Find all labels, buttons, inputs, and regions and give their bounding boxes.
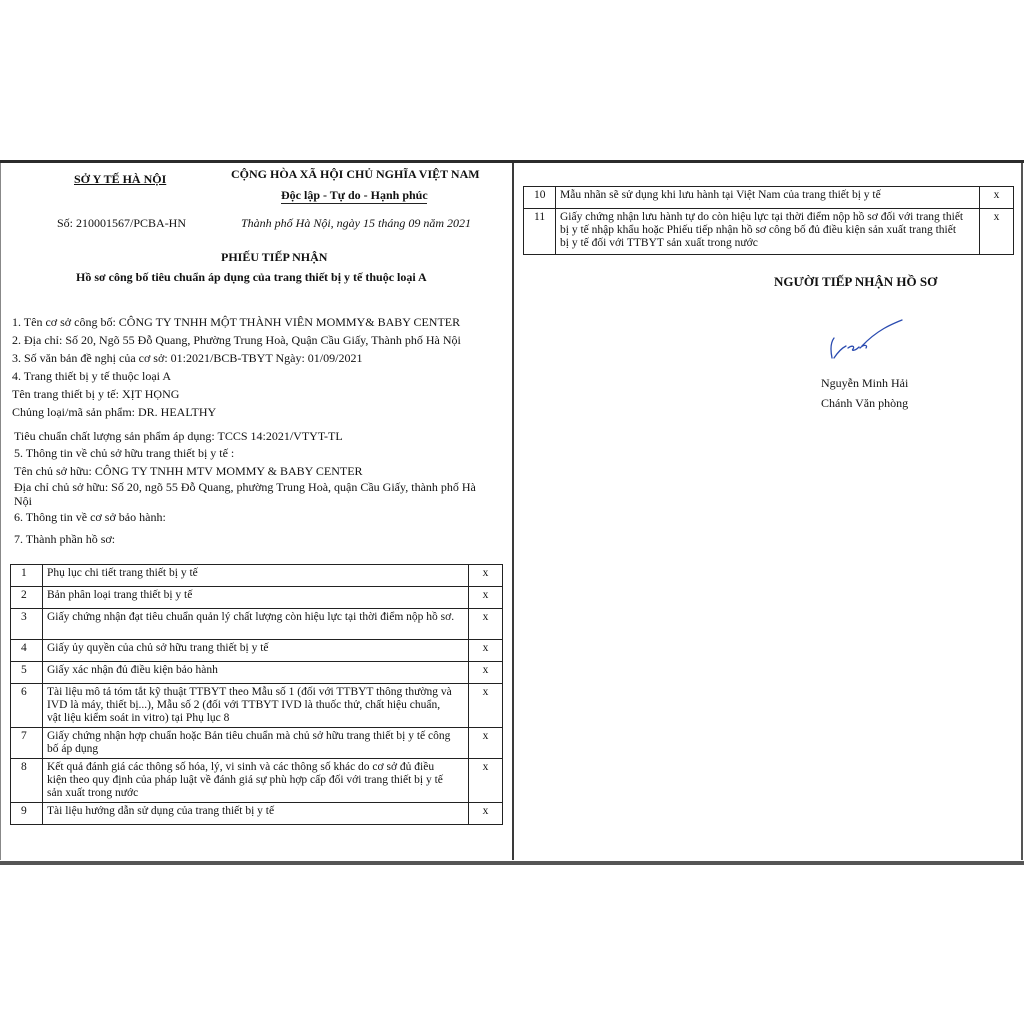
table-row [11, 587, 503, 609]
row-description-line: Tài liệu mô tả tóm tắt kỹ thuật TTBYT theo Mẫu số 1 (đối với TTBYT thông thường và [47, 686, 452, 698]
row-number: 11 [524, 209, 556, 255]
info-line-2: 2. Địa chỉ: Số 20, Ngõ 55 Đỗ Quang, Phường Trung Hoà, Quận Cầu Giấy, Thành phố Hà Nội [12, 333, 461, 347]
table-row [11, 609, 503, 640]
row-description [43, 609, 469, 640]
row-number: 9 [11, 803, 43, 825]
row-number: 6 [11, 684, 43, 728]
receiver-heading: NGƯỜI TIẾP NHẬN HỒ SƠ [774, 274, 938, 289]
owner-name: Tên chủ sở hữu: CÔNG TY TNHH MTV MOMMY & BABY CENTER [14, 464, 363, 478]
motto: Độc lập - Tự do - Hạnh phúc [281, 188, 428, 202]
row-description-line: bố áp dụng [47, 743, 99, 755]
row-description [556, 187, 980, 209]
table-row [11, 684, 503, 728]
row-number: 8 [11, 759, 43, 803]
row-check-mark: x [469, 728, 503, 759]
row-description [556, 209, 980, 255]
applied-standard: Tiêu chuẩn chất lượng sản phẩm áp dụng: TCCS 14:2021/VTYT-TL [14, 429, 343, 443]
row-number: 1 [11, 565, 43, 587]
row-description-line: bị y tế đối với TTBYT sản xuất trong nước [560, 237, 758, 249]
documents-table-left [10, 564, 503, 825]
row-description-line: sản xuất trong nước [47, 787, 139, 799]
row-description-line: Giấy chứng nhận đạt tiêu chuẩn quản lý chất lượng còn hiệu lực tại thời điểm nộp hồ sơ. [47, 611, 455, 623]
page-subtitle: Hồ sơ công bố tiêu chuẩn áp dụng của trang thiết bị y tế thuộc loại A [76, 270, 427, 284]
owner-address-cont: Nội [14, 494, 32, 508]
table-row [11, 662, 503, 684]
info-line-4: 4. Trang thiết bị y tế thuộc loại A [12, 369, 171, 383]
document-number: Số: 210001567/PCBA-HN [57, 216, 187, 230]
row-description-line: Phụ lục chi tiết trang thiết bị y tế [47, 567, 198, 579]
row-check-mark: x [469, 565, 503, 587]
row-check-mark: x [469, 587, 503, 609]
info-line-6: 6. Thông tin về cơ sở bảo hành: [14, 510, 166, 524]
documents-table-right [523, 186, 1014, 255]
row-description-line: Tài liệu hướng dẫn sử dụng của trang thiết bị y tế [47, 805, 275, 817]
info-line-1: 1. Tên cơ sở công bố: CÔNG TY TNHH MỘT THÀNH VIÊN MOMMY& BABY CENTER [12, 315, 461, 329]
row-description [43, 803, 469, 825]
left-frame [0, 163, 1, 860]
row-description-line: Giấy ủy quyền của chủ sở hữu trang thiết bị y tế [47, 642, 269, 654]
row-description-line: Giấy chứng nhận hợp chuẩn hoặc Bản tiêu chuẩn mà chủ sở hữu trang thiết bị y tế công [47, 730, 451, 742]
row-description-line: Giấy chứng nhận lưu hành tự do còn hiệu lực tại thời điểm nộp hồ sơ đối với trang thiết [560, 211, 964, 223]
row-number: 2 [11, 587, 43, 609]
row-check-mark: x [469, 803, 503, 825]
row-description-line: IVD là máy, thiết bị...), Mẫu số 2 (đối với TTBYT IVD là thuốc thử, chất hiệu chuẩn, [47, 699, 441, 711]
row-number: 4 [11, 640, 43, 662]
table-row [11, 728, 503, 759]
row-check-mark: x [469, 640, 503, 662]
bottom-border [0, 861, 1024, 865]
receiver-position: Chánh Văn phòng [821, 396, 909, 410]
row-number: 10 [524, 187, 556, 209]
row-check-mark: x [980, 209, 1014, 255]
owner-address: Địa chỉ chủ sở hữu: Số 20, ngõ 55 Đỗ Quang, phường Trung Hoà, quận Cầu Giấy, thành phố Hà [14, 480, 476, 494]
motto-underline [281, 203, 427, 204]
info-line-5: 5. Thông tin về chủ sở hữu trang thiết bị y tế : [14, 446, 235, 460]
row-description [43, 662, 469, 684]
table-row [11, 565, 503, 587]
page-title: PHIẾU TIẾP NHẬN [221, 250, 328, 264]
row-description-line: bị y tế nhập khẩu hoặc Phiếu tiếp nhận hồ sơ công bố đủ điều kiện sản xuất trang thiết [560, 224, 957, 236]
row-check-mark: x [469, 684, 503, 728]
right-frame [1021, 163, 1023, 860]
device-name: Tên trang thiết bị y tế: XỊT HỌNG [12, 387, 180, 401]
country-name: CỘNG HÒA XÃ HỘI CHỦ NGHĨA VIỆT NAM [231, 167, 480, 181]
row-description [43, 640, 469, 662]
row-description-line: kiện theo quy định của pháp luật về đánh giá sự phù hợp cấp đối với trang thiết bị y tế [47, 774, 443, 786]
page-divider [512, 163, 514, 860]
row-description [43, 587, 469, 609]
table-row [11, 640, 503, 662]
row-description [43, 728, 469, 759]
table-row [524, 187, 1014, 209]
product-type: Chủng loại/mã sản phẩm: DR. HEALTHY [12, 405, 217, 419]
row-check-mark: x [980, 187, 1014, 209]
table-row [11, 759, 503, 803]
receiver-name: Nguyễn Minh Hải [821, 376, 909, 390]
info-line-3: 3. Số văn bản đề nghị của cơ sở: 01:2021/BCB-TBYT Ngày: 01/09/2021 [12, 351, 363, 365]
row-number: 3 [11, 609, 43, 640]
row-description [43, 565, 469, 587]
row-description-line: Bản phân loại trang thiết bị y tế [47, 589, 193, 601]
row-number: 5 [11, 662, 43, 684]
row-number: 7 [11, 728, 43, 759]
row-description [43, 684, 469, 728]
row-description-line: Mẫu nhãn sẽ sử dụng khi lưu hành tại Việt Nam của trang thiết bị y tế [560, 189, 881, 201]
signature [822, 318, 912, 366]
row-check-mark: x [469, 759, 503, 803]
place-date: Thành phố Hà Nội, ngày 15 tháng 09 năm 2021 [241, 216, 472, 230]
row-description [43, 759, 469, 803]
authority-name: SỞ Y TẾ HÀ NỘI [74, 172, 167, 186]
table-row [11, 803, 503, 825]
table-row [524, 209, 1014, 255]
row-description-line: vật liệu kiểm soát in vitro) tại Phụ lục 8 [47, 712, 230, 724]
row-check-mark: x [469, 609, 503, 640]
row-description-line: Kết quả đánh giá các thông số hóa, lý, vi sinh và các thông số khác do cơ sở đủ điều [47, 761, 435, 773]
info-line-7: 7. Thành phần hồ sơ: [14, 532, 116, 546]
row-description-line: Giấy xác nhận đủ điều kiện bảo hành [47, 664, 218, 676]
row-check-mark: x [469, 662, 503, 684]
